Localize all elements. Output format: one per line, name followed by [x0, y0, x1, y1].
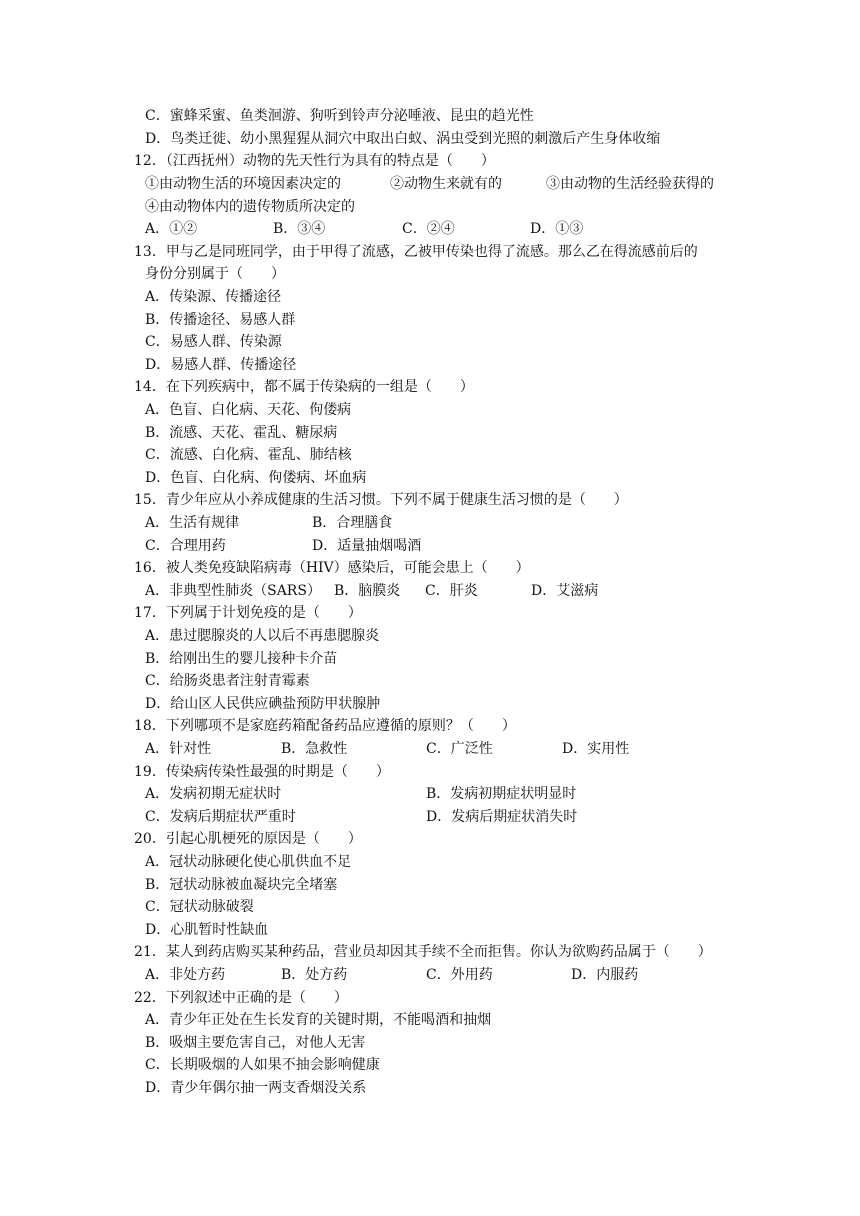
q15-option-c: C．合理用药	[145, 538, 226, 554]
q15-option-d: D．适量抽烟喝酒	[312, 538, 422, 554]
q18-stem: 18．下列哪项不是家庭药箱配备药品应遵循的原则？（ ）	[134, 718, 516, 734]
q11-option-d: D．鸟类迁徙、幼小黑猩猩从洞穴中取出白蚁、涡虫受到光照的刺激后产生身体收缩	[145, 131, 661, 147]
q16-option-a: A．非典型性肺炎（SARS）	[145, 583, 321, 599]
q18-option-b: B．急救性	[281, 741, 348, 757]
q17-option-b: B．给刚出生的婴儿接种卡介苗	[145, 651, 338, 667]
q12-statement-1: ①由动物生活的环境因素决定的	[145, 176, 341, 192]
q13-option-d: D．易感人群、传播途径	[145, 357, 297, 373]
q21-option-a: A．非处方药	[145, 967, 226, 983]
q13-option-c: C．易感人群、传染源	[145, 334, 282, 350]
q17-option-d: D．给山区人民供应碘盐预防甲状腺肿	[145, 696, 381, 712]
q19-option-c: C．发病后期症状严重时	[145, 809, 296, 825]
q20-option-c: C．冠状动脉破裂	[145, 899, 254, 915]
q12-statement-2: ②动物生来就有的	[390, 176, 502, 192]
q22-option-c: C．长期吸烟的人如果不抽会影响健康	[145, 1057, 380, 1073]
q14-option-b: B．流感、天花、霍乱、糖尿病	[145, 425, 338, 441]
q15-option-a: A．生活有规律	[145, 515, 240, 531]
q13-option-a: A．传染源、传播途径	[145, 289, 282, 305]
q16-option-d: D．艾滋病	[531, 583, 599, 599]
q17-option-c: C．给肠炎患者注射青霉素	[145, 673, 310, 689]
q22-option-b: B．吸烟主要危害自己，对他人无害	[145, 1035, 366, 1051]
q19-option-d: D．发病后期症状消失时	[426, 809, 578, 825]
q18-option-d: D．实用性	[562, 741, 630, 757]
q18-option-a: A．针对性	[145, 741, 212, 757]
q11-option-c: C．蜜蜂采蜜、鱼类洄游、狗听到铃声分泌唾液、昆虫的趋光性	[145, 108, 534, 124]
q14-option-c: C．流感、白化病、霍乱、肺结核	[145, 447, 352, 463]
q12-stem: 12．（江西抚州）动物的先天性行为具有的特点是（ ）	[134, 153, 495, 169]
q17-stem: 17．下列属于计划免疫的是（ ）	[134, 605, 362, 621]
q20-option-d: D．心肌暂时性缺血	[145, 922, 269, 938]
q19-option-b: B．发病初期症状明显时	[426, 786, 577, 802]
q12-option-b: B．③④	[273, 221, 326, 237]
q22-stem: 22．下列叙述中正确的是（ ）	[134, 990, 348, 1006]
q12-statement-4: ④由动物体内的遗传物质所决定的	[145, 199, 355, 215]
q21-option-c: C．外用药	[426, 967, 493, 983]
q20-stem: 20．引起心肌梗死的原因是（ ）	[134, 831, 362, 847]
q13-stem-line2: 身份分别属于（ ）	[145, 266, 285, 282]
q19-stem: 19．传染病传染性最强的时期是（ ）	[134, 764, 390, 780]
q14-stem: 14．在下列疾病中，都不属于传染病的一组是（ ）	[134, 379, 474, 395]
q19-option-a: A．发病初期无症状时	[145, 786, 282, 802]
q16-option-c: C．肝炎	[425, 583, 478, 599]
q13-option-b: B．传播途径、易感人群	[145, 312, 296, 328]
q14-option-d: D．色盲、白化病、佝偻病、坏血病	[145, 470, 367, 486]
q18-option-c: C．广泛性	[426, 741, 493, 757]
q14-option-a: A．色盲、白化病、天花、佝偻病	[145, 402, 352, 418]
q12-option-a: A．①②	[145, 221, 198, 237]
q15-option-b: B．合理膳食	[312, 515, 393, 531]
q17-option-a: A．患过腮腺炎的人以后不再患腮腺炎	[145, 628, 380, 644]
q22-option-d: D．青少年偶尔抽一两支香烟没关系	[145, 1080, 367, 1096]
q20-option-a: A．冠状动脉硬化使心肌供血不足	[145, 854, 352, 870]
q22-option-a: A．青少年正处在生长发育的关键时期，不能喝酒和抽烟	[145, 1012, 492, 1028]
q20-option-b: B．冠状动脉被血凝块完全堵塞	[145, 877, 338, 893]
q16-option-b: B．脑膜炎	[334, 583, 401, 599]
q13-stem-line1: 13．甲与乙是同班同学，由于甲得了流感，乙被甲传染也得了流感。那么乙在得流感前后的	[134, 244, 698, 260]
q12-statement-3: ③由动物的生活经验获得的	[546, 176, 714, 192]
q21-option-d: D．内服药	[571, 967, 639, 983]
q12-option-c: C．②④	[402, 221, 455, 237]
q16-stem: 16．被人类免疫缺陷病毒（HIV）感染后，可能会患上（ ）	[134, 560, 530, 576]
q21-stem: 21．某人到药店购买某种药品，营业员却因其手续不全而拒售。你认为欲购药品属于（ ）	[134, 944, 712, 960]
q12-option-d: D．①③	[530, 221, 584, 237]
q21-option-b: B．处方药	[281, 967, 348, 983]
q15-stem: 15．青少年应从小养成健康的生活习惯。下列不属于健康生活习惯的是（ ）	[134, 492, 628, 508]
